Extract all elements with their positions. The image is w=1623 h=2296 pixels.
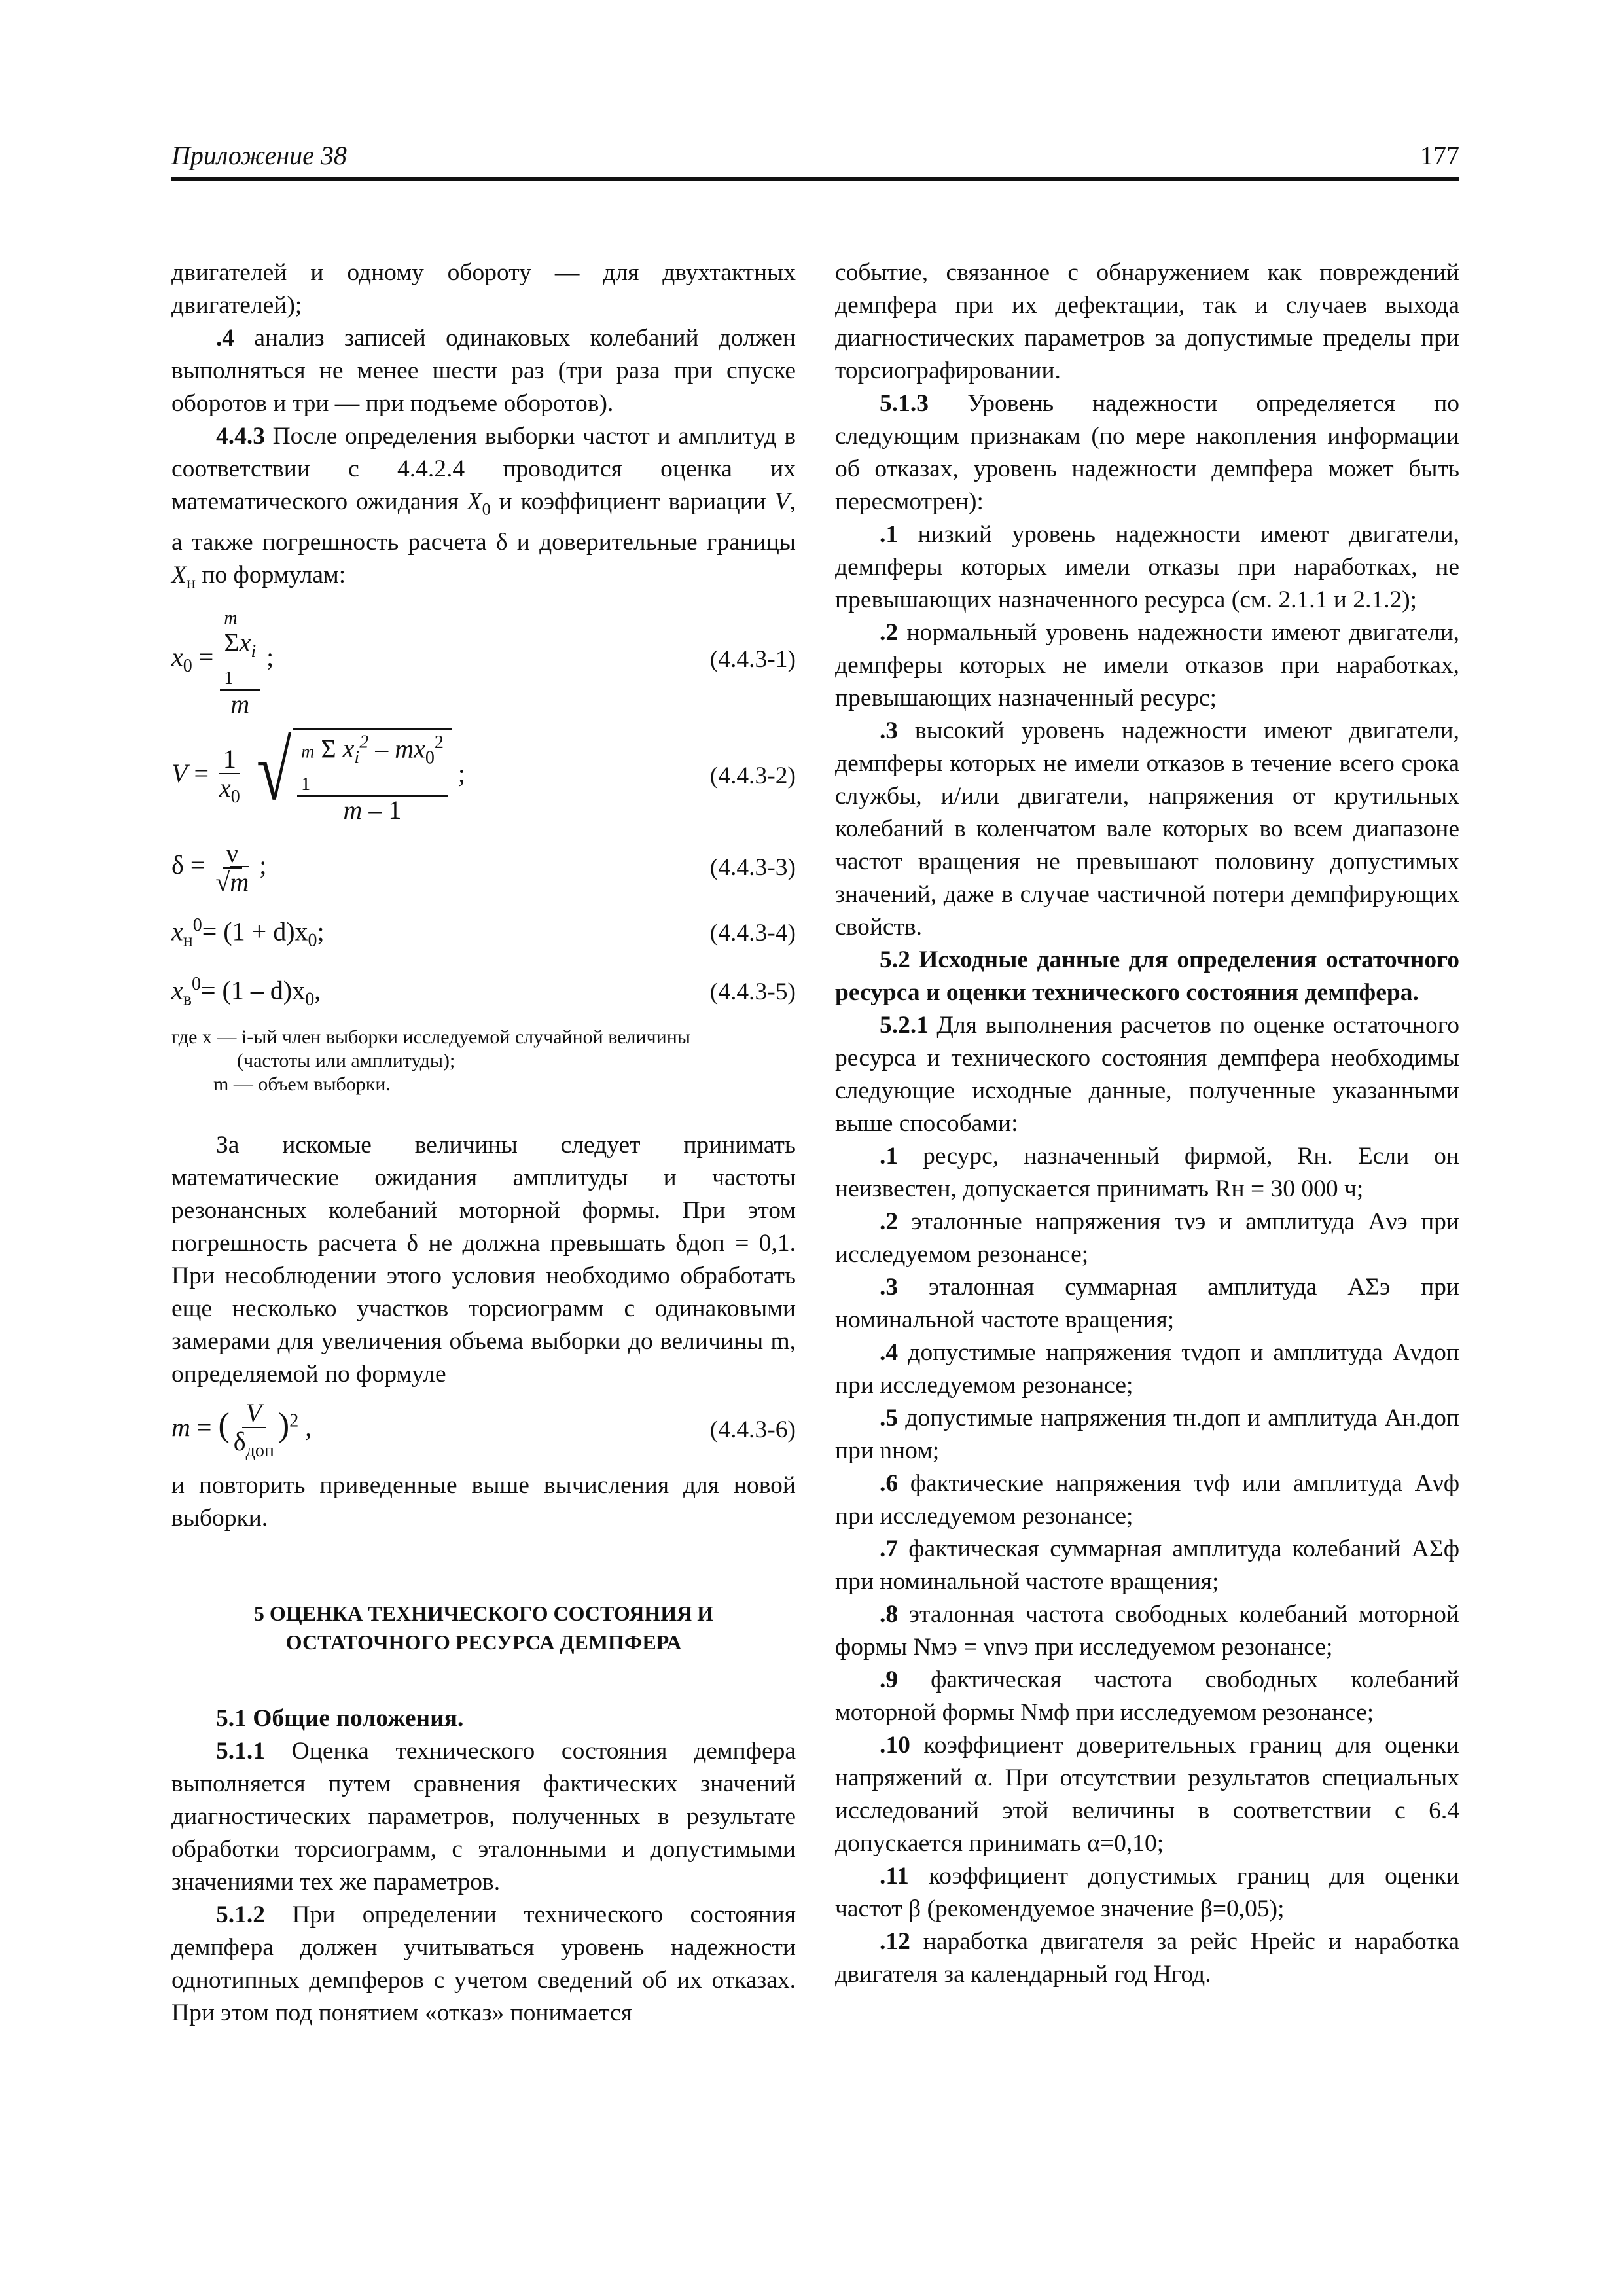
list-item: .1 низкий уровень надежности имеют двигатели, демпферы которых имели отказы при наработках, не превышающих назначенного ресурса (см. 2.1.1 и 2.1.2); (835, 521, 1459, 613)
paragraph-5-2-1: 5.2.1 Для выполнения расчетов по оценке остаточного ресурса и технического состояния демпфера необходимы следующие исходные данные, полученные указанными выше способами: (835, 1012, 1459, 1137)
paragraph-continuation: событие, связанное с обнаружением как повреждений демпфера при их дефектации, так и случаев выхода диагностических параметров за допустимые пределы при торсиографировании. (835, 259, 1459, 384)
list-item: .1 ресурс, назначенный фирмой, Rн. Если он неизвестен, допускается принимать Rн = 30 000 ч; (835, 1143, 1459, 1202)
variable-legend: где x — i-ый член выборки исследуемой случайной величины (частоты или амплитуды); m — объем выборки. (171, 1026, 690, 1095)
paragraph-5-1-1: 5.1.1 Оценка технического состояния демпфера выполняется путем сравнения фактических значений диагностических параметров, полученных в результате обработки торсиограмм, с эталонными и допустимыми значениями тех же параметров. (171, 1738, 796, 1895)
equation-number: (4.4.3-5) (709, 978, 796, 1005)
clause-number: 5.1.1 (216, 1738, 265, 1765)
right-column (835, 257, 1459, 1991)
clause-number: 5.2.1 (880, 1012, 929, 1039)
formula-lower-bound: $x_в^0= (1 - d)x_0$, (171, 974, 321, 1010)
list-item-4 (171, 322, 796, 420)
list-item: .11 коэффициент допустимых границ для оценки частот β (рекомендуемое значение β=0,05); (835, 1863, 1459, 1922)
subsection-5-2-title: 5.2 Исходные данные для определения остаточного ресурса и оценки технического состояния демпфера. (835, 946, 1459, 1006)
list-item: .12 наработка двигателя за рейс Hрейс и наработка двигателя за календарный год Hгод. (835, 1928, 1459, 1988)
header-rule (171, 177, 1459, 181)
page-number: 177 (1420, 141, 1459, 170)
equation-number: (4.4.3-6) (709, 1416, 796, 1443)
item-number: .4 (216, 325, 235, 351)
running-header-title: Приложение 38 (171, 141, 347, 170)
formula-upper-bound: $x_н^0= (1 + d)x_0$; (171, 915, 325, 951)
paragraph-sought-values: За искомые величины следует принимать математические ожидания амплитуды и частоты резонансных колебаний моторной формы. При этом погрешность расчета δ не должна превышать δдоп = 0,1. При несоблюдении этого условия необходимо обработать еще несколько участков торсиограмм с одинаковыми замерами для увеличения объема выборки до величины m, определяемой по формуле (171, 1132, 796, 1388)
list-item: .6 фактические напряжения τνф или амплитуда Aνф при исследуемом резонансе; (835, 1470, 1459, 1530)
section-5-title-line1: 5 ОЦЕНКА ТЕХНИЧЕСКОГО СОСТОЯНИЯ И (253, 1602, 714, 1625)
clause-number: 4.4.3 (216, 423, 265, 450)
equation-4-4-3-6 (171, 1391, 796, 1469)
subsection-5-1-title: 5.1 Общие положения. (216, 1705, 464, 1732)
item-text: анализ записей одинаковых колебаний должен выполняться не менее шести раз (три раза при спуске оборотов и три — при подъеме оборотов). (171, 325, 796, 417)
formula-variation: V = $\frac{1}{x_0}$ √ m Σ $x_i^2 - mx_0^2$ 1 m – 1 ; (171, 724, 465, 825)
paragraph-5-1-3: 5.1.3 Уровень надежности определяется по следующим признакам (по мере накопления информации об отказах, уровень надежности демпфера может быть пересмотрен): (835, 390, 1459, 515)
left-column (171, 257, 796, 2030)
list-item: .4 допустимые напряжения τνдоп и амплитуда Aνдоп при исследуемом резонансе; (835, 1339, 1459, 1399)
clause-number: 5.1.2 (216, 1901, 265, 1928)
list-item: .10 коэффициент доверительных границ для оценки напряжений α. При отсутствии результатов специальных исследований этой величины в соответствии с 6.4 допускается принимать α=0,10; (835, 1732, 1459, 1857)
list-item: .3 эталонная суммарная амплитуда AΣэ при номинальной частоте вращения; (835, 1274, 1459, 1333)
formula-sample-size: m = ( $\frac{V}{\delta_{доп}}$ )$^2$ , (171, 1398, 312, 1462)
equation-number: (4.4.3-2) (709, 762, 796, 789)
list-item: .8 эталонная частота свободных колебаний моторной формы Nмэ = νnνэ при исследуемом резонансе; (835, 1601, 1459, 1660)
equation-4-4-3-3 (171, 832, 796, 904)
equation-4-4-3-2 (171, 721, 796, 832)
list-item: .7 фактическая суммарная амплитуда колебаний AΣф при номинальной частоте вращения; (835, 1535, 1459, 1595)
section-5-title-line2: ОСТАТОЧНОГО РЕСУРСА ДЕМПФЕРА (285, 1630, 682, 1654)
clause-number: 5.1.3 (880, 390, 929, 417)
equation-number: (4.4.3-4) (709, 920, 796, 946)
paragraph-5-1-2: 5.1.2 При определении технического состояния демпфера должен учитываться уровень надежности однотипных демпферов с учетом сведений об их отказах. При этом под понятием «отказ» понимается (171, 1901, 796, 2026)
equation-number: (4.4.3-1) (709, 646, 796, 673)
equation-4-4-3-1 (171, 608, 796, 719)
formula-mean: $x_0$ = m $\Sigma x_i$ 1 m ; (171, 601, 691, 717)
list-item: .9 фактическая частота свободных колебаний моторной формы Nмф при исследуемом резонансе; (835, 1666, 1459, 1726)
list-item: .3 высокий уровень надежности имеют двигатели, демпферы которых не имели отказов в течение всего срока службы, и/или двигатели, напряжения от крутильных колебаний в коленчатом вале которых во всем диапазоне частот вращения не превышают половину допустимых значений, даже в случае частичной потери демпфирующих свойств. (835, 717, 1459, 941)
formula-error: δ = $\frac{\nu}{√m}$ ; (171, 838, 267, 897)
paragraph-4-4-3: 4.4.3 После определения выборки частот и амплитуд в соответствии с 4.4.2.4 проводится оценка их математического ожидания $X_0$ и коэффициент вариации V, а также погрешность расчета δ и доверительные границы $X_н$ по формулам: (171, 423, 796, 592)
equation-4-4-3-5 (171, 963, 796, 1022)
list-item: .2 эталонные напряжения τνэ и амплитуда Aνэ при исследуемом резонансе; (835, 1208, 1459, 1268)
equation-number: (4.4.3-3) (709, 854, 796, 881)
paragraph-continuation: двигателей и одному обороту — для двухтактных двигателей); (171, 259, 796, 319)
list-item: .5 допустимые напряжения τн.доп и амплитуда Aн.доп при nном; (835, 1405, 1459, 1464)
paragraph-repeat: и повторить приведенные выше вычисления для новой выборки. (171, 1472, 796, 1532)
equation-4-4-3-4 (171, 904, 796, 963)
list-item: .2 нормальный уровень надежности имеют двигатели, демпферы которых не имели отказов при наработках, превышающих назначенный ресурс; (835, 619, 1459, 711)
